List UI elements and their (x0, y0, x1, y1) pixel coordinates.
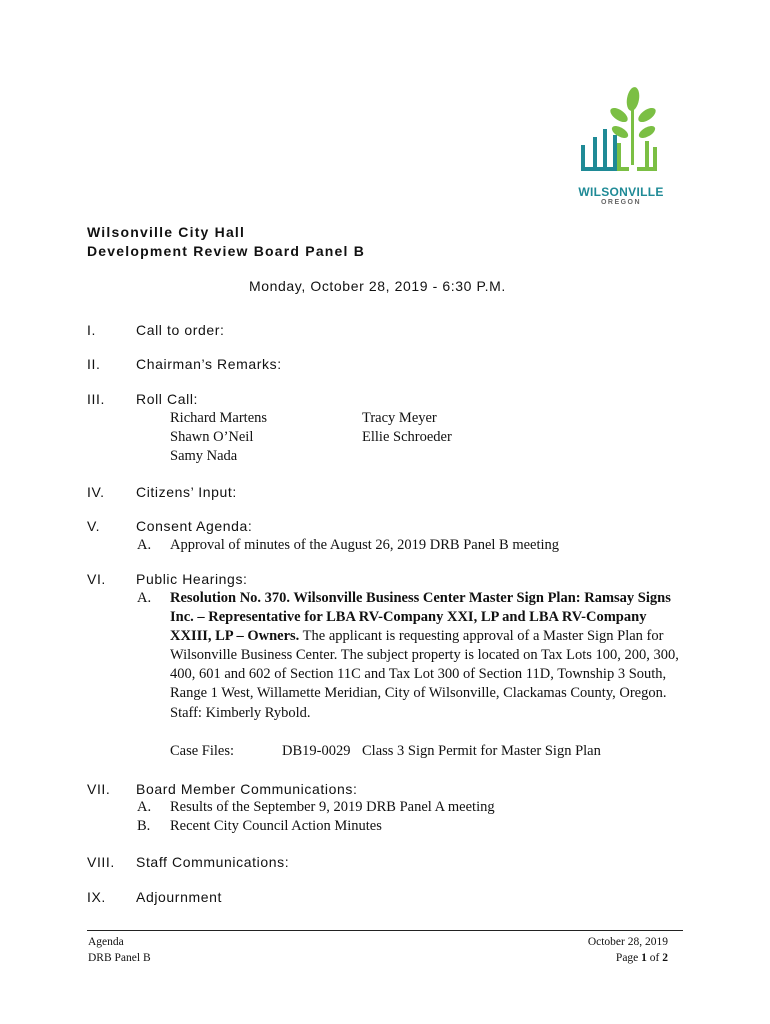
sub-item-letter: A. (137, 590, 152, 606)
sub-item-letter: A. (137, 537, 152, 553)
item-title-public-hearings: Public Hearings: (136, 571, 248, 587)
roll-call-name: Samy Nada (170, 448, 238, 464)
item-title-roll-call: Roll Call: (136, 391, 199, 407)
header-board: Development Review Board Panel B (87, 243, 366, 259)
page-current: 1 (641, 952, 647, 964)
item-title-board-communications: Board Member Communications: (136, 781, 358, 797)
page-of: of (646, 952, 663, 964)
item-number: VII. (87, 781, 111, 797)
sub-item-letter: A. (137, 799, 152, 815)
case-description: Class 3 Sign Permit for Master Sign Plan (362, 743, 601, 759)
footer-divider (87, 930, 683, 931)
resolution-paragraph (170, 589, 685, 723)
item-number: VIII. (87, 854, 115, 870)
tree-building-logo-icon (575, 85, 667, 185)
item-number: III. (87, 391, 105, 407)
page-label: Page (615, 952, 642, 964)
item-number: VI. (87, 571, 106, 587)
item-title-adjournment: Adjournment (136, 889, 222, 905)
item-title-staff-communications: Staff Communications: (136, 854, 290, 870)
header-city-hall: Wilsonville City Hall (87, 224, 246, 240)
sub-item-text: Recent City Council Action Minutes (170, 818, 382, 834)
resolution-heading: Resolution No. 370. Wilsonville Business Center Master Sign Plan: Ramsay Signs Inc. – Representative for LBA RV-Company XXI, LP and LBA RV-Company XXIII, LP – Owners. (170, 590, 671, 645)
roll-call-name: Richard Martens (170, 410, 268, 426)
sub-item-text: Approval of minutes of the August 26, 2019 DRB Panel B meeting (170, 537, 560, 553)
logo-wordmark: WILSONVILLE (578, 185, 664, 199)
wilsonville-logo (575, 85, 667, 210)
footer-agenda: Agenda (88, 936, 124, 948)
item-number: IX. (87, 889, 106, 905)
case-number: DB19-0029 (282, 743, 351, 759)
item-number: I. (87, 322, 96, 338)
item-title-consent-agenda: Consent Agenda: (136, 518, 253, 534)
logo-subtitle: OREGON (600, 199, 642, 206)
roll-call-name: Shawn O’Neil (170, 429, 254, 445)
page-number (616, 950, 668, 966)
item-number: V. (87, 518, 101, 534)
page-total: 2 (662, 952, 668, 964)
roll-call-name: Tracy Meyer (362, 410, 437, 426)
item-title-citizens-input: Citizens’ Input: (136, 484, 237, 500)
item-title-call-to-order: Call to order: (136, 322, 225, 338)
footer-date: October 28, 2019 (587, 936, 668, 948)
roll-call-name: Ellie Schroeder (362, 429, 452, 445)
resolution-body: The applicant is requesting approval of a Master Sign Plan for Wilsonville Business Center. The subject property is located on Tax Lots 100, 200, 300, 400, 601 and 602 of Section 11C and Tax Lot 300 of Section 11D, Township 3 South, Range 1 West, Willamette Meridian, City of Wilsonville, Clackamas County, Oregon. Staff: Kimberly Rybold. (170, 628, 679, 721)
footer-panel: DRB Panel B (88, 952, 151, 964)
meeting-date: Monday, October 28, 2019 - 6:30 P.M. (249, 278, 506, 294)
case-files-label: Case Files: (170, 743, 235, 759)
item-number: IV. (87, 484, 105, 500)
sub-item-text: Results of the September 9, 2019 DRB Panel A meeting (170, 799, 495, 815)
sub-item-letter: B. (137, 818, 151, 834)
item-title-chairmans-remarks: Chairman’s Remarks: (136, 356, 282, 372)
item-number: II. (87, 356, 101, 372)
